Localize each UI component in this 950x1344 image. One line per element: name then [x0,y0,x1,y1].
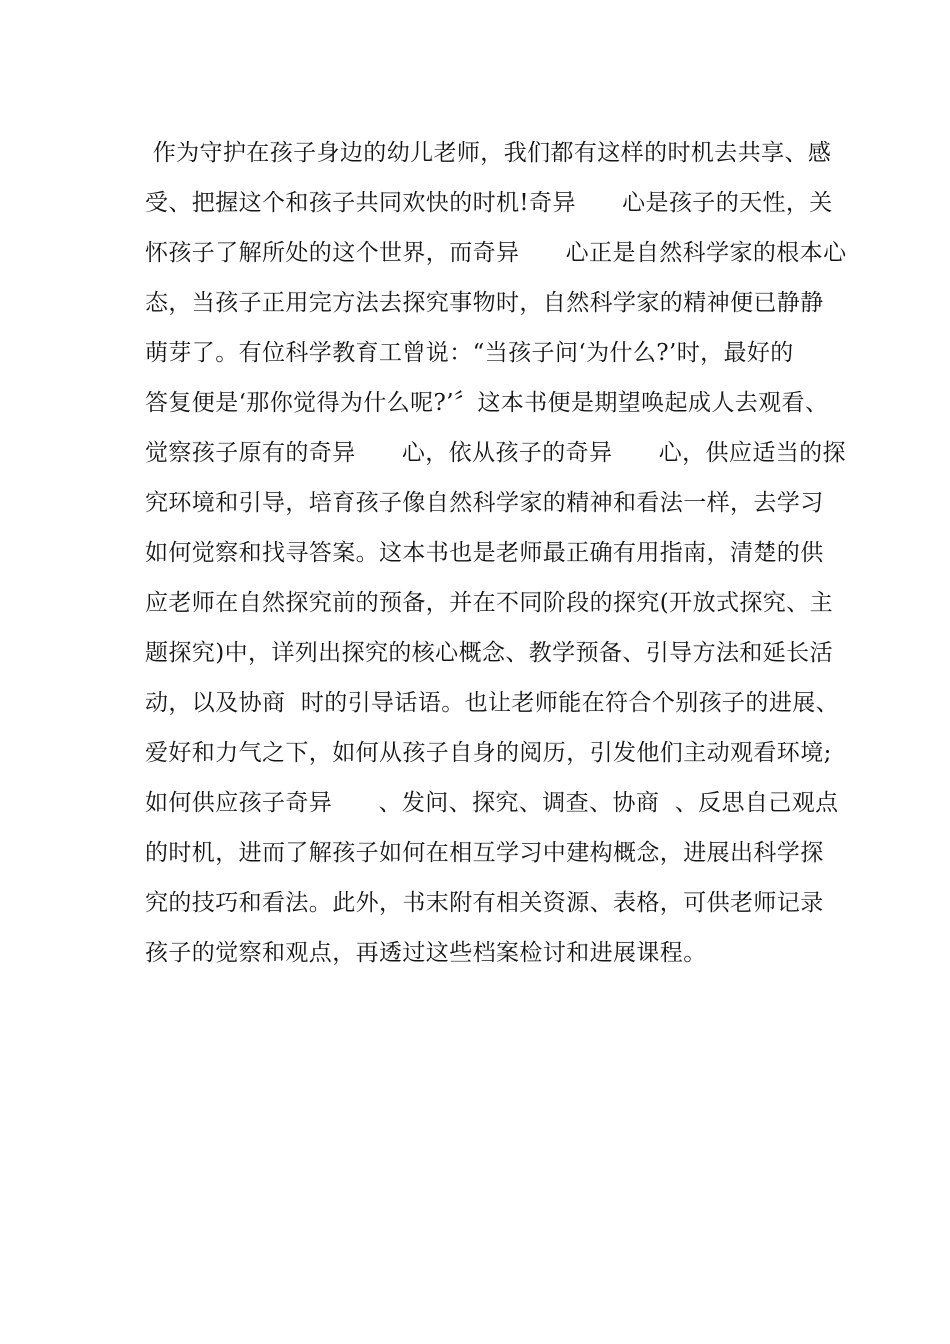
text-line: 题探究)中，详列出探究的核心概念、教学预备、引导方法和延长活 [145,640,833,666]
body-paragraph [145,132,847,982]
text-line: 的时机，进而了解孩子如何在相互学习中建构概念，进展出科学探 [145,840,824,866]
text-line: 如何供应孩子奇异 、发问、探究、调查、协商 、反思自己观点 [145,790,839,816]
text-line: 动，以及协商 时的引导话语。也让老师能在符合个别孩子的进展、 [145,690,840,716]
text-line: 爱好和力气之下，如何从孩子自身的阅历，引发他们主动观看环境; [145,740,832,766]
text-line: 究环境和引导，培育孩子像自然科学家的精神和看法一样，去学习 [145,490,824,516]
text-line: 觉察孩子原有的奇异 心，依从孩子的奇异 心，供应适当的探 [145,440,846,466]
text-line: 答复便是‘那你觉得为什么呢?’〞这本书便是期望唤起成人去观看、 [145,390,829,416]
text-line: 应老师在自然探究前的预备，并在不同阶段的探究(开放式探究、主 [145,590,833,616]
text-line: 受、把握这个和孩子共同欢快的时机!奇异 心是孩子的天性，关 [145,190,833,216]
text-line: 如何觉察和找寻答案。这本书也是老师最正确有用指南，清楚的供 [145,540,824,566]
text-line: 萌芽了。有位科学教育工曾说：“当孩子问‘为什么?’时，最好的 [145,340,794,366]
text-line: 怀孩子了解所处的这个世界，而奇异 心正是自然科学家的根本心 [145,240,847,266]
text-line: 孩子的觉察和观点，再透过这些档案检讨和进展课程。 [145,940,707,966]
text-line: 作为守护在孩子身边的幼儿老师，我们都有这样的时机去共享、感 [145,140,832,166]
text-line: 态，当孩子正用完方法去探究事物时，自然科学家的精神便已静静 [145,290,824,316]
text-line: 究的技巧和看法。此外，书末附有相关资源、表格，可供老师记录 [145,890,824,916]
